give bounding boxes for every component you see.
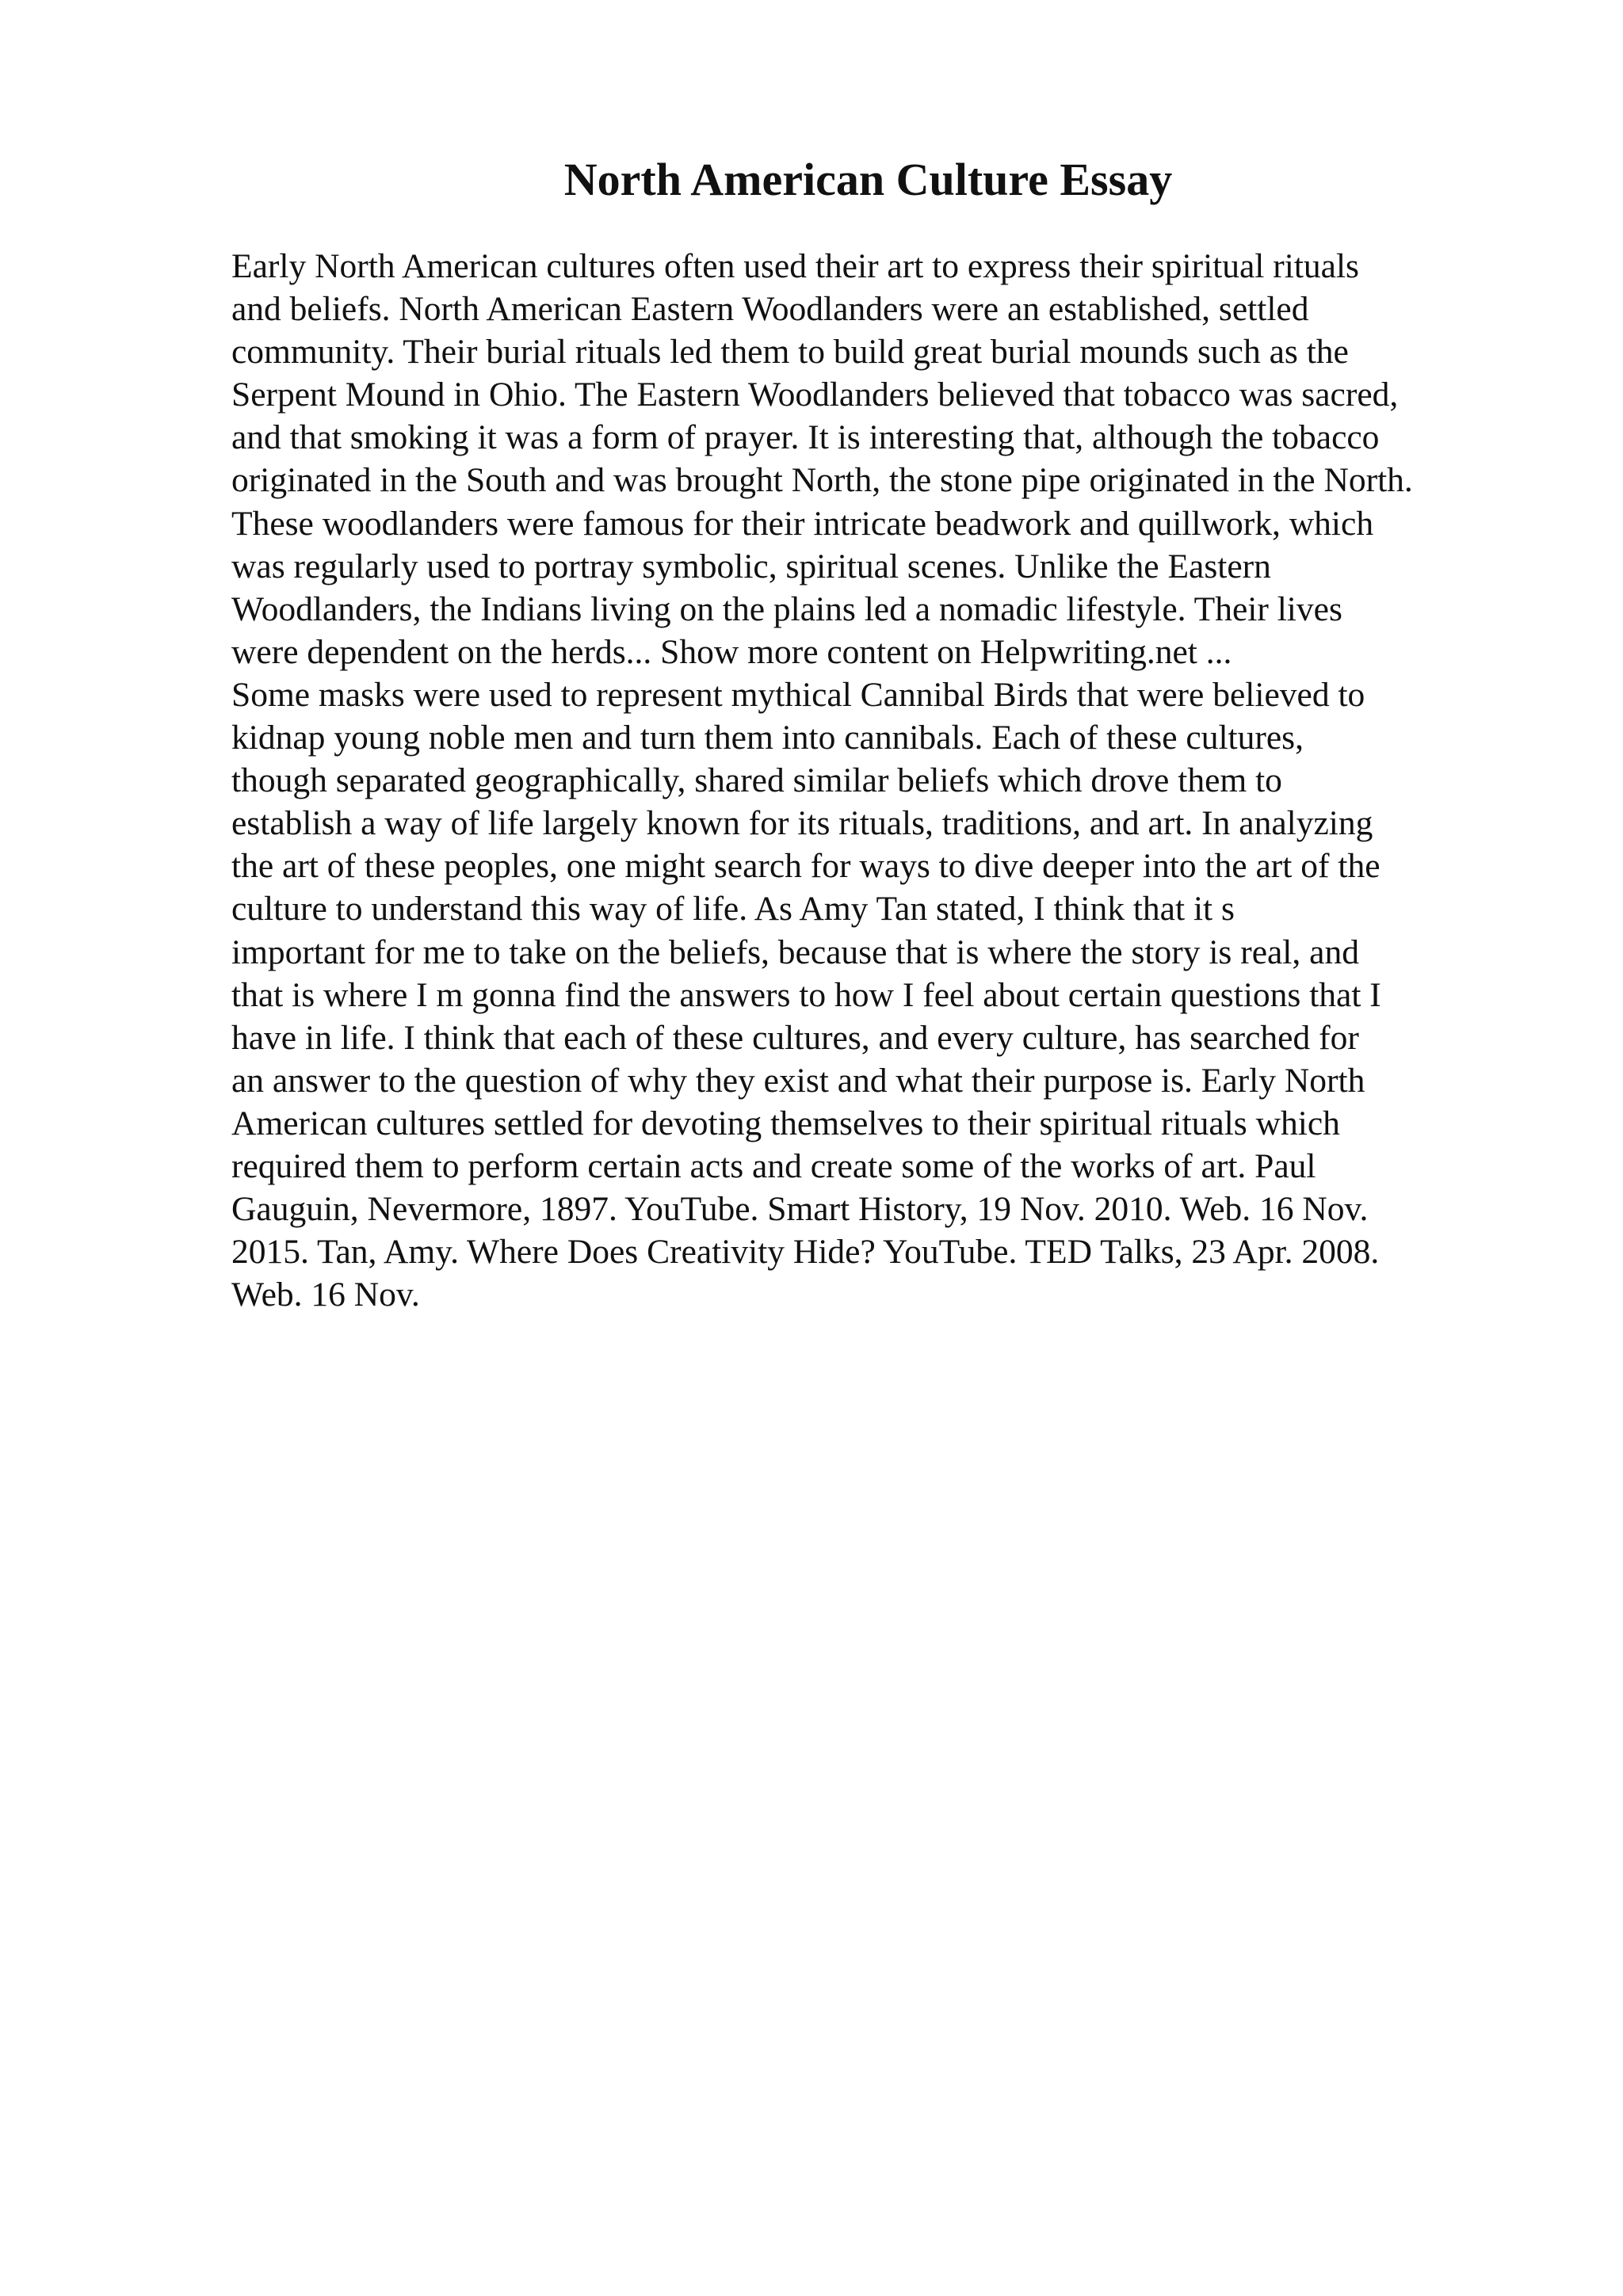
body-line: and beliefs. North American Eastern Woodlanders were an established, settled [231,290,1309,329]
body-line: culture to understand this way of life. As Amy Tan stated, I think that it s [231,890,1235,929]
body-line: required them to perform certain acts and create some of the works of art. Paul [231,1146,1316,1185]
body-line: have in life. I think that each of these cultures, and every culture, has searched for [231,1018,1359,1057]
body-line: originated in the South and was brought North, the stone pipe originated in the North. [231,461,1413,500]
body-line: that is where I m gonna find the answers to how I feel about certain questions that I [231,975,1381,1014]
body-line: Gauguin, Nevermore, 1897. YouTube. Smart History, 19 Nov. 2010. Web. 16 Nov. [231,1190,1369,1229]
body-line: 2015. Tan, Amy. Where Does Creativity Hide? YouTube. TED Talks, 23 Apr. 2008. [231,1233,1380,1272]
body-line: an answer to the question of why they exist and what their purpose is. Early North [231,1061,1365,1100]
body-line: kidnap young noble men and turn them into cannibals. Each of these cultures, [231,719,1304,757]
body-line: Woodlanders, the Indians living on the plains led a nomadic lifestyle. Their lives [231,589,1342,628]
body-line: the art of these peoples, one might search for ways to dive deeper into the art of the [231,847,1381,886]
body-line: These woodlanders were famous for their intricate beadwork and quillwork, which [231,504,1374,543]
body-line: Web. 16 Nov. [231,1276,420,1314]
body-line: though separated geographically, shared similar beliefs which drove them to [231,761,1282,800]
body-line: community. Their burial rituals led them to build great burial mounds such as the [231,333,1349,372]
body-line: Some masks were used to represent mythical Cannibal Birds that were believed to [231,675,1365,714]
body-line: Serpent Mound in Ohio. The Eastern Woodlanders believed that tobacco was sacred, [231,376,1399,414]
body-line: was regularly used to portray symbolic, spiritual scenes. Unlike the Eastern [231,547,1271,585]
body-line: establish a way of life largely known for its rituals, traditions, and art. In analyzing [231,804,1373,843]
body-line: Early North American cultures often used their art to express their spiritual rituals [231,247,1359,285]
body-line: important for me to take on the beliefs, because that is where the story is real, and [231,933,1359,971]
page-title: North American Culture Essay [563,154,1173,205]
body-line: and that smoking it was a form of prayer. It is interesting that, although the tobacco [231,418,1380,457]
essay-body [231,245,1515,1316]
body-line: were dependent on the herds... Show more content on Helpwriting.net ... [231,632,1232,671]
body-line: American cultures settled for devoting themselves to their spiritual rituals which [231,1104,1340,1142]
